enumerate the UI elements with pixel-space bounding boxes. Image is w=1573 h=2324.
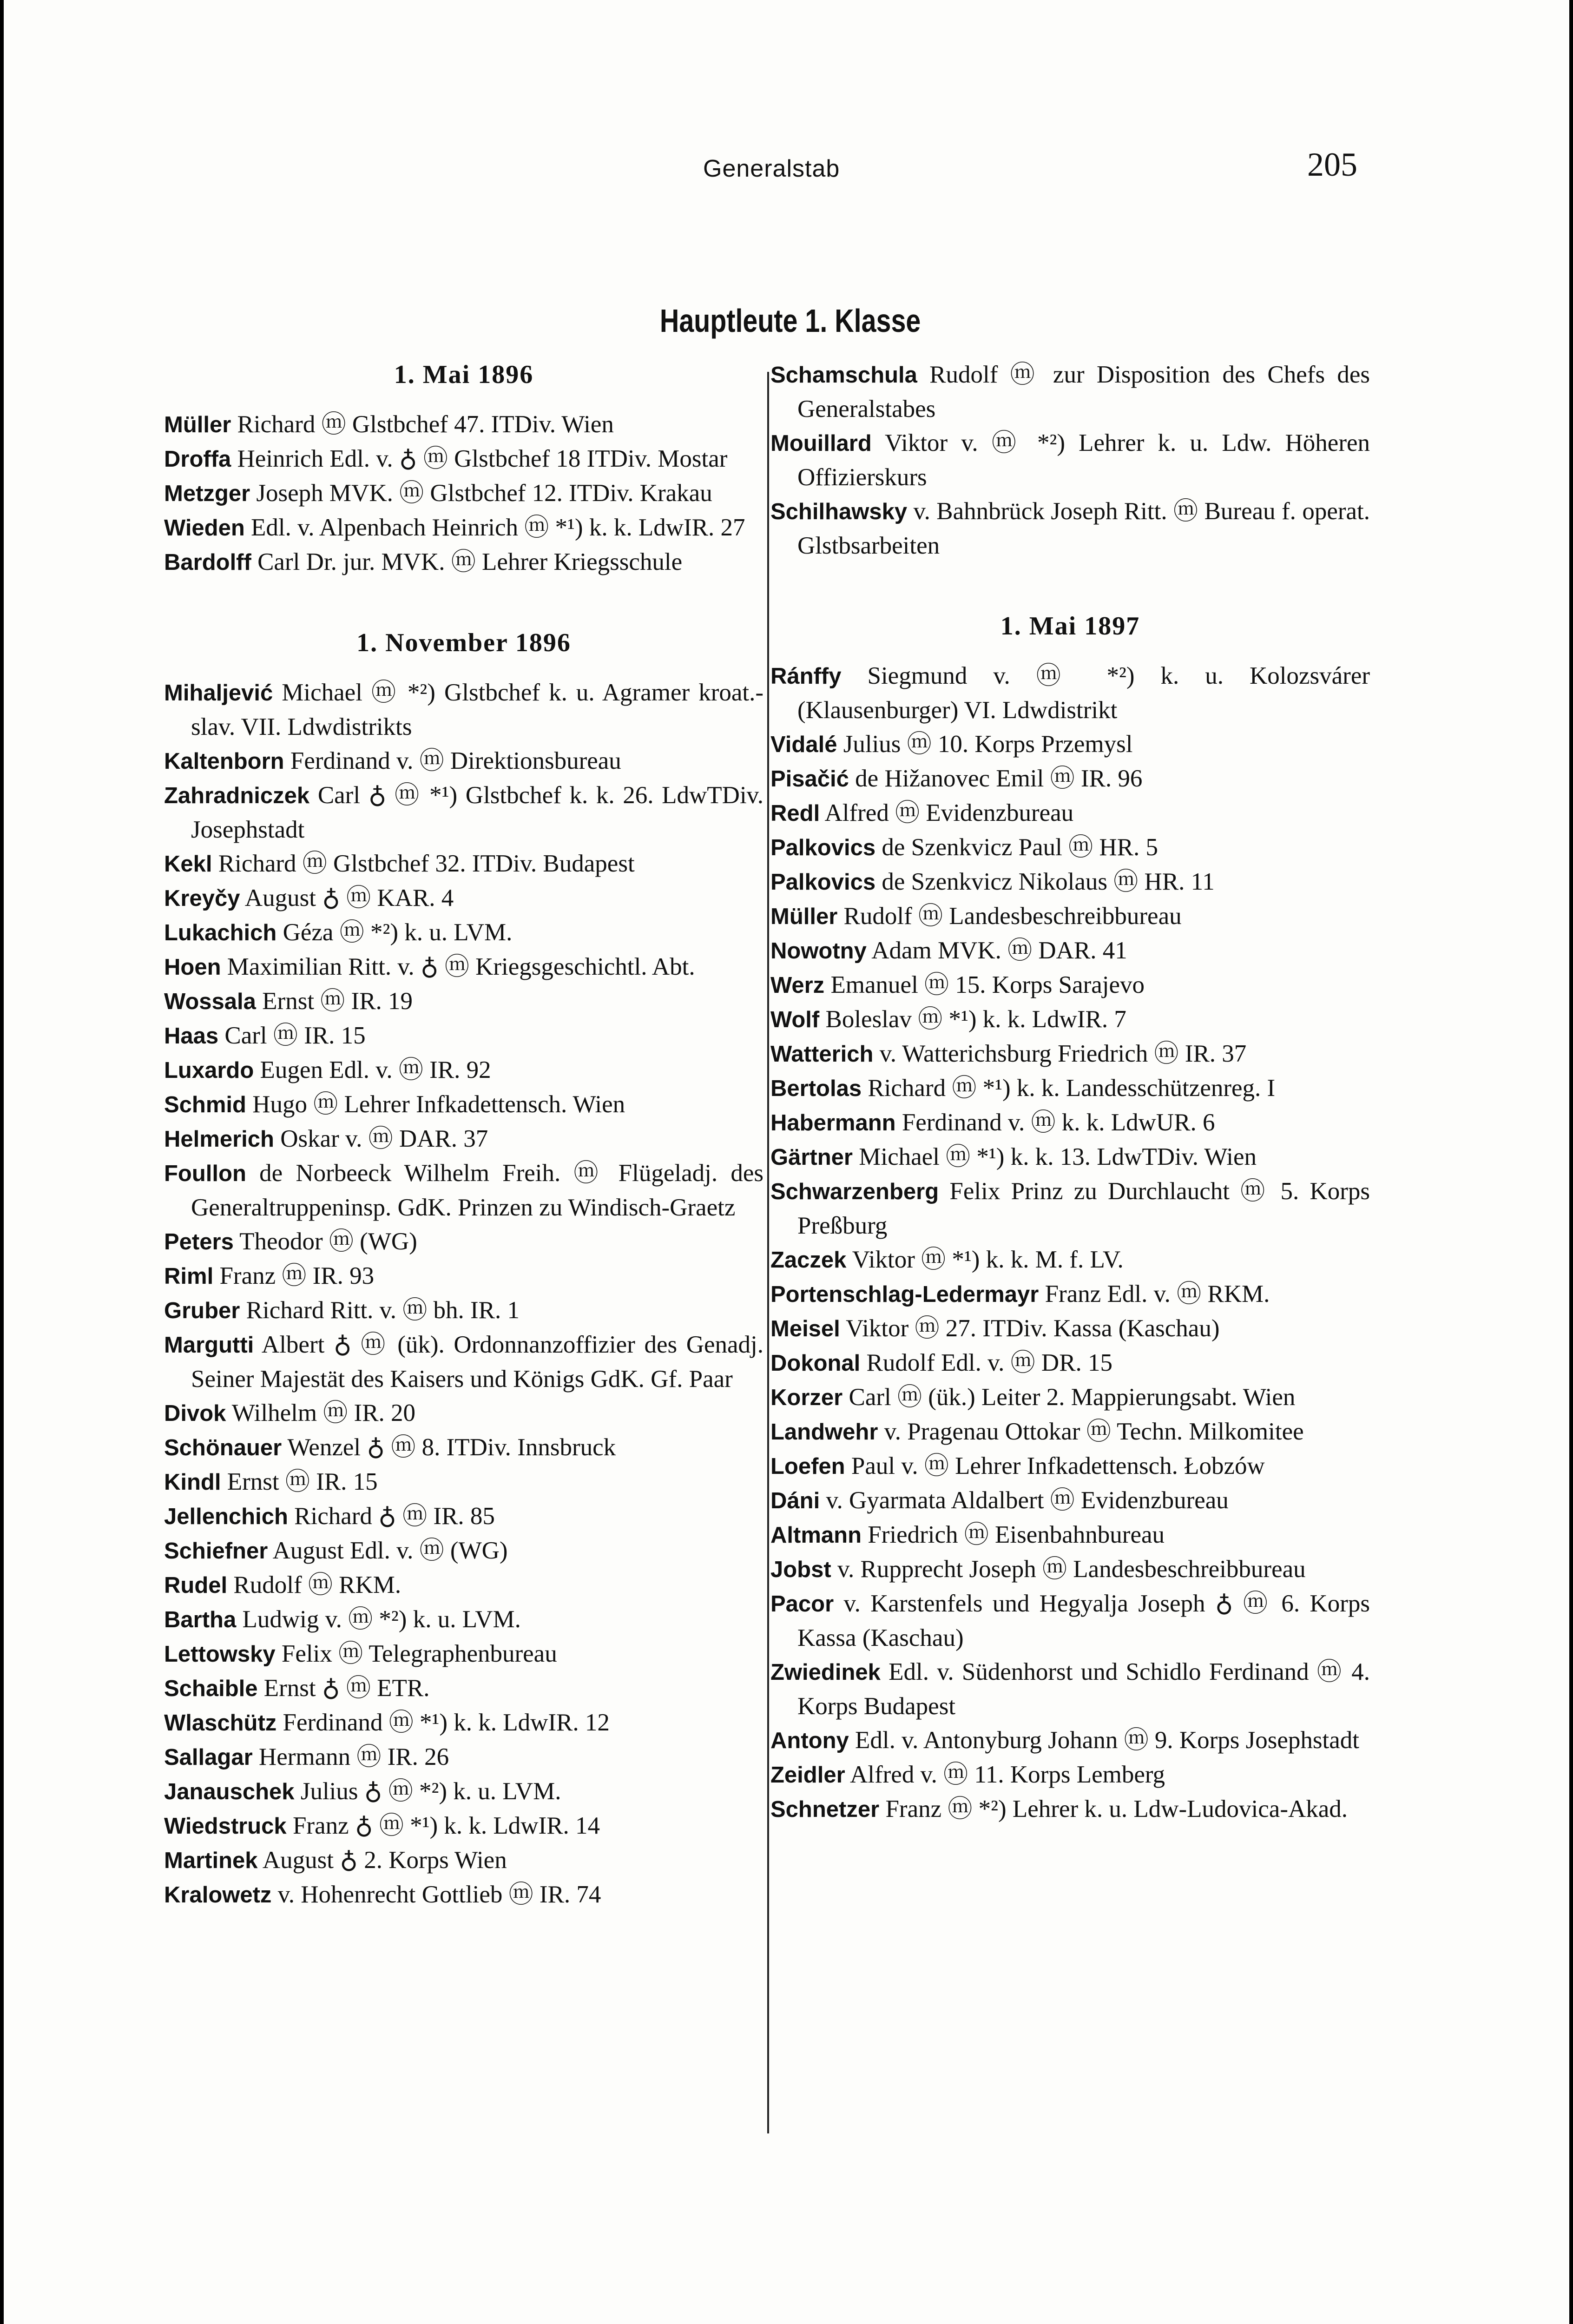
officer-details: de Szenkvicz Paul ⓜ HR. 5 xyxy=(875,834,1158,861)
roster-entry xyxy=(770,1518,1370,1552)
officer-surname: Rudel xyxy=(164,1573,228,1598)
officer-details: Ernst ♁ ⓜ ETR. xyxy=(257,1675,430,1702)
officer-surname: Riml xyxy=(164,1264,214,1289)
book-page xyxy=(4,0,1569,2324)
officer-surname: Martinek xyxy=(164,1848,258,1873)
roster-entry xyxy=(770,1277,1370,1312)
officer-surname: Wlaschütz xyxy=(164,1710,277,1736)
officer-surname: Müller xyxy=(164,412,231,437)
officer-surname: Loefen xyxy=(770,1454,845,1479)
roster-entry xyxy=(770,426,1370,495)
officer-details: v. Pragenau Ottokar ⓜ Techn. Milkomitee xyxy=(878,1418,1304,1445)
officer-surname: Schamschula xyxy=(770,363,917,388)
roster-entry xyxy=(770,899,1370,934)
officer-details: Richard ♁ ⓜ IR. 85 xyxy=(288,1503,495,1530)
roster-entry xyxy=(770,1071,1370,1106)
officer-details: Rudolf ⓜ zur Disposition des Chefs des Generalstabes xyxy=(797,361,1370,423)
roster-entry xyxy=(164,1294,763,1328)
officer-details: Wilhelm ⓜ IR. 20 xyxy=(226,1400,416,1426)
officer-details: v. Karstenfels und Hegyalja Joseph ♁ ⓜ 6. Korps Kassa (Kaschau) xyxy=(797,1590,1370,1651)
officer-details: Ludwig v. ⓜ *²) k. u. LVM. xyxy=(236,1606,521,1633)
page-header xyxy=(4,142,1573,193)
roster-entry xyxy=(164,950,763,984)
officer-surname: Jellenchich xyxy=(164,1504,288,1529)
roster-entry xyxy=(770,1312,1370,1346)
officer-details: Franz ♁ ⓜ *¹) k. k. LdwIR. 14 xyxy=(286,1812,600,1839)
officer-details: Viktor ⓜ *¹) k. k. M. f. LV. xyxy=(846,1246,1124,1273)
roster-entry xyxy=(770,865,1370,899)
officer-surname: Mouillard xyxy=(770,431,872,456)
officer-surname: Gruber xyxy=(164,1298,240,1323)
roster-entry xyxy=(770,1552,1370,1587)
officer-surname: Pisačić xyxy=(770,766,849,792)
officer-surname: Redl xyxy=(770,801,820,826)
officer-details: de Szenkvicz Nikolaus ⓜ HR. 11 xyxy=(875,868,1215,895)
officer-surname: Peters xyxy=(164,1229,234,1254)
roster-entry xyxy=(770,1003,1370,1037)
roster-entry xyxy=(164,1122,763,1156)
roster-entry xyxy=(164,779,763,847)
officer-details: Richard ⓜ *¹) k. k. Landesschützenreg. I xyxy=(862,1075,1276,1102)
officer-details: Franz ⓜ IR. 93 xyxy=(213,1262,375,1289)
roster-entry xyxy=(164,1431,763,1465)
officer-details: v. Watterichsburg Friedrich ⓜ IR. 37 xyxy=(873,1040,1247,1067)
roster-entry xyxy=(770,1655,1370,1723)
roster-entry xyxy=(770,358,1370,426)
roster-entry xyxy=(164,916,763,950)
officer-surname: Bartha xyxy=(164,1607,237,1632)
officer-details: Emanuel ⓜ 15. Korps Sarajevo xyxy=(824,971,1145,998)
roster-entry xyxy=(770,968,1370,1003)
roster-entry xyxy=(164,1740,763,1775)
right-column xyxy=(770,358,1370,1827)
officer-details: Michael ⓜ *¹) k. k. 13. LdwTDiv. Wien xyxy=(853,1143,1257,1170)
officer-details: Carl ⓜ (ük.) Leiter 2. Mappierungsabt. Wien xyxy=(842,1384,1296,1411)
officer-details: Alfred v. ⓜ 11. Korps Lemberg xyxy=(845,1761,1165,1788)
officer-surname: Meisel xyxy=(770,1316,840,1341)
roster-entry xyxy=(164,1328,763,1396)
officer-surname: Lettowsky xyxy=(164,1642,276,1667)
officer-surname: Altmann xyxy=(770,1523,862,1548)
date-heading: 1. November 1896 xyxy=(356,628,571,657)
officer-surname: Kindl xyxy=(164,1470,221,1495)
roster-entry xyxy=(164,847,763,881)
roster-entry xyxy=(164,545,763,580)
officer-surname: Schwarzenberg xyxy=(770,1179,939,1204)
officer-details: Rudolf ⓜ RKM. xyxy=(227,1571,401,1598)
roster-entry xyxy=(770,727,1370,762)
officer-surname: Landwehr xyxy=(770,1419,878,1445)
roster-entry xyxy=(770,1380,1370,1415)
roster-entry xyxy=(770,1037,1370,1071)
roster-entry xyxy=(164,1603,763,1637)
roster-entry xyxy=(770,796,1370,831)
officer-surname: Divok xyxy=(164,1401,226,1426)
officer-surname: Foullon xyxy=(164,1161,246,1186)
officer-details: Maximilian Ritt. v. ♁ ⓜ Kriegsgeschichtl. Abt. xyxy=(221,953,695,980)
officer-surname: Wiedstruck xyxy=(164,1814,287,1839)
officer-surname: Dokonal xyxy=(770,1351,861,1376)
roster-entry xyxy=(770,1346,1370,1380)
officer-details: Hugo ⓜ Lehrer Infkadettensch. Wien xyxy=(246,1091,625,1118)
officer-surname: Metzger xyxy=(164,481,250,506)
roster-entry xyxy=(770,659,1370,727)
officer-surname: Janauschek xyxy=(164,1779,295,1804)
roster-entry xyxy=(770,934,1370,968)
roster-entry xyxy=(164,1053,763,1088)
roster-entry xyxy=(770,1723,1370,1758)
officer-details: Edl. v. Antonyburg Johann ⓜ 9. Korps Josephstadt xyxy=(849,1727,1359,1754)
officer-details: Theodor ⓜ (WG) xyxy=(233,1228,417,1255)
running-head: Generalstab xyxy=(703,155,840,182)
officer-surname: Wossala xyxy=(164,989,256,1014)
officer-surname: Kekl xyxy=(164,852,212,877)
roster-entry xyxy=(164,1499,763,1534)
roster-entry xyxy=(164,1843,763,1878)
officer-details: Siegmund v. ⓜ *²) k. u. Kolozsvárer (Klausenburger) VI. Ldwdistrikt xyxy=(797,662,1370,724)
roster-entry xyxy=(770,1415,1370,1449)
officer-surname: Dáni xyxy=(770,1488,820,1513)
officer-surname: Kreyčy xyxy=(164,886,240,911)
officer-surname: Palkovics xyxy=(770,870,876,895)
officer-surname: Bardolff xyxy=(164,550,251,575)
officer-details: Paul v. ⓜ Lehrer Infkadettensch. Łobzów xyxy=(845,1452,1265,1479)
officer-details: Franz ⓜ *²) Lehrer k. u. Ldw-Ludovica-Akad. xyxy=(879,1796,1348,1822)
officer-details: Richard Ritt. v. ⓜ bh. IR. 1 xyxy=(240,1297,520,1324)
officer-surname: Werz xyxy=(770,973,825,998)
roster-entry xyxy=(770,1175,1370,1243)
roster-entry xyxy=(770,831,1370,865)
officer-details: Rudolf ⓜ Landesbeschreibbureau xyxy=(837,903,1182,930)
officer-details: Ferdinand ⓜ *¹) k. k. LdwIR. 12 xyxy=(276,1709,610,1736)
roster-entry xyxy=(770,1758,1370,1792)
officer-details: Viktor ⓜ 27. ITDiv. Kassa (Kaschau) xyxy=(840,1315,1220,1342)
officer-surname: Wolf xyxy=(770,1007,820,1032)
officer-surname: Zwiedinek xyxy=(770,1660,881,1685)
officer-details: August ♁ 2. Korps Wien xyxy=(257,1847,507,1874)
officer-details: Edl. v. Alpenbach Heinrich ⓜ *¹) k. k. LdwIR. 27 xyxy=(244,514,745,541)
roster-entry xyxy=(770,1243,1370,1277)
officer-details: Géza ⓜ *²) k. u. LVM. xyxy=(276,919,513,946)
officer-surname: Margutti xyxy=(164,1333,254,1358)
officer-details: Michael ⓜ *²) Glstbchef k. u. Agramer kroat.-slav. VII. Ldwdistrikts xyxy=(191,679,763,740)
officer-details: de Hižanovec Emil ⓜ IR. 96 xyxy=(849,765,1143,792)
officer-surname: Habermann xyxy=(770,1110,896,1136)
roster-entry xyxy=(164,1396,763,1431)
section-title: Hauptleute 1. Klasse xyxy=(659,303,921,339)
left-column xyxy=(164,358,763,1912)
officer-details: Boleslav ⓜ *¹) k. k. LdwIR. 7 xyxy=(819,1006,1126,1033)
officer-details: Richard ⓜ Glstbchef 32. ITDiv. Budapest xyxy=(212,850,635,877)
officer-surname: Watterich xyxy=(770,1042,874,1067)
officer-surname: Helmerich xyxy=(164,1127,274,1152)
officer-details: Ernst ⓜ IR. 19 xyxy=(256,988,413,1015)
officer-surname: Schiefner xyxy=(164,1538,268,1564)
roster-entry xyxy=(770,1106,1370,1140)
roster-entry xyxy=(770,1484,1370,1518)
officer-details: Adam MVK. ⓜ DAR. 41 xyxy=(866,937,1127,964)
roster-entry xyxy=(164,1225,763,1259)
roster-entry xyxy=(164,1809,763,1843)
officer-details: Hermann ⓜ IR. 26 xyxy=(252,1743,449,1770)
officer-surname: Nowotny xyxy=(770,938,867,964)
officer-surname: Kralowetz xyxy=(164,1882,272,1908)
officer-details: v. Bahnbrück Joseph Ritt. ⓜ Bureau f. operat. Glstbsarbeiten xyxy=(797,498,1370,559)
officer-details: v. Rupprecht Joseph ⓜ Landesbeschreibbureau xyxy=(831,1556,1306,1583)
officer-surname: Portenschlag-Ledermayr xyxy=(770,1282,1039,1307)
officer-details: Wenzel ♁ ⓜ 8. ITDiv. Innsbruck xyxy=(282,1434,616,1461)
officer-details: Eugen Edl. v. ⓜ IR. 92 xyxy=(254,1056,491,1083)
roster-entry xyxy=(164,881,763,916)
officer-surname: Hoen xyxy=(164,955,221,980)
officer-surname: Haas xyxy=(164,1023,219,1049)
roster-entry xyxy=(164,984,763,1019)
officer-surname: Antony xyxy=(770,1728,849,1753)
officer-surname: Sallagar xyxy=(164,1745,253,1770)
roster-entry xyxy=(164,1706,763,1740)
officer-surname: Kaltenborn xyxy=(164,749,284,774)
officer-surname: Mihaljević xyxy=(164,680,273,706)
roster-entry xyxy=(164,1088,763,1122)
roster-entry xyxy=(164,1775,763,1809)
officer-details: Felix ⓜ Telegraphenbureau xyxy=(275,1640,557,1667)
officer-details: Viktor v. ⓜ *²) Lehrer k. u. Ldw. Höheren Offizierskurs xyxy=(797,429,1370,491)
officer-details: Edl. v. Südenhorst und Schidlo Ferdinand ⓜ 4. Korps Budapest xyxy=(797,1658,1370,1720)
officer-details: Ernst ⓜ IR. 15 xyxy=(221,1468,378,1495)
roster-entry xyxy=(770,1587,1370,1655)
officer-details: Julius ⓜ 10. Korps Przemysl xyxy=(837,731,1133,758)
officer-details: Carl ⓜ IR. 15 xyxy=(218,1022,366,1049)
officer-details: Carl ♁ ⓜ *¹) Glstbchef k. k. 26. LdwTDiv. Josephstadt xyxy=(191,782,763,843)
officer-surname: Vidalé xyxy=(770,732,837,757)
roster-entry xyxy=(164,1259,763,1294)
officer-details: Albert ♁ ⓜ (ük). Ordonnanzoffizier des Genadj. Seiner Majestät des Kaisers und Königs GdK. Gf. Paar xyxy=(191,1331,763,1393)
officer-details: Oskar v. ⓜ DAR. 37 xyxy=(274,1125,488,1152)
officer-details: Franz Edl. v. ⓜ RKM. xyxy=(1039,1281,1270,1307)
officer-details: v. Hohenrecht Gottlieb ⓜ IR. 74 xyxy=(271,1881,601,1908)
officer-surname: Pacor xyxy=(770,1591,834,1617)
officer-surname: Schaible xyxy=(164,1676,258,1701)
officer-surname: Ránffy xyxy=(770,664,842,689)
roster-entry xyxy=(164,1534,763,1568)
roster-entry xyxy=(164,1568,763,1603)
column-divider xyxy=(767,372,769,2133)
roster-entry xyxy=(770,495,1370,563)
roster-entry xyxy=(164,1878,763,1912)
officer-details: v. Gyarmata Aldalbert ⓜ Evidenzbureau xyxy=(820,1487,1229,1514)
officer-surname: Bertolas xyxy=(770,1076,862,1101)
officer-surname: Zeidler xyxy=(770,1763,845,1788)
officer-surname: Schmid xyxy=(164,1092,246,1117)
page-number: 205 xyxy=(1307,146,1357,183)
officer-surname: Zahradniczek xyxy=(164,783,310,808)
officer-surname: Palkovics xyxy=(770,835,876,860)
officer-details: Ferdinand v. ⓜ k. k. LdwUR. 6 xyxy=(895,1109,1215,1136)
roster-entry xyxy=(770,762,1370,796)
roster-entry xyxy=(164,676,763,744)
officer-surname: Schnetzer xyxy=(770,1797,880,1822)
officer-details: August Edl. v. ⓜ (WG) xyxy=(268,1537,508,1564)
officer-details: Julius ♁ ⓜ *²) k. u. LVM. xyxy=(294,1778,561,1805)
officer-details: Heinrich Edl. v. ♁ ⓜ Glstbchef 18 ITDiv. Mostar xyxy=(231,445,728,472)
date-heading: 1. Mai 1897 xyxy=(1000,612,1140,640)
officer-details: Alfred ⓜ Evidenzbureau xyxy=(820,799,1074,826)
officer-details: Richard ⓜ Glstbchef 47. ITDiv. Wien xyxy=(231,411,614,438)
officer-surname: Droffa xyxy=(164,447,231,472)
officer-details: Ferdinand v. ⓜ Direktionsbureau xyxy=(284,747,621,774)
roster-entry xyxy=(164,1671,763,1706)
officer-details: Friedrich ⓜ Eisenbahnbureau xyxy=(862,1521,1165,1548)
roster-entry xyxy=(164,476,763,511)
officer-surname: Jobst xyxy=(770,1557,831,1582)
date-heading: 1. Mai 1896 xyxy=(394,360,534,389)
officer-surname: Gärtner xyxy=(770,1145,853,1170)
roster-entry xyxy=(164,1156,763,1225)
officer-details: de Norbeeck Wilhelm Freih. ⓜ Flügeladj. des Generaltruppeninsp. GdK. Prinzen zu Windisch-Graetz xyxy=(191,1160,763,1221)
officer-surname: Luxardo xyxy=(164,1058,254,1083)
officer-details: Carl Dr. jur. MVK. ⓜ Lehrer Kriegsschule xyxy=(251,548,683,575)
roster-entry xyxy=(770,1140,1370,1175)
officer-surname: Zaczek xyxy=(770,1248,847,1273)
roster-entry xyxy=(164,442,763,476)
officer-surname: Müller xyxy=(770,904,838,929)
roster-entry xyxy=(164,1019,763,1053)
roster-entry xyxy=(164,408,763,442)
roster-entry xyxy=(770,1449,1370,1484)
roster-entry xyxy=(770,1792,1370,1827)
officer-details: August ♁ ⓜ KAR. 4 xyxy=(240,885,454,911)
officer-details: Joseph MVK. ⓜ Glstbchef 12. ITDiv. Krakau xyxy=(250,480,712,507)
officer-surname: Schilhawsky xyxy=(770,499,908,524)
officer-surname: Lukachich xyxy=(164,920,277,945)
officer-surname: Korzer xyxy=(770,1385,843,1410)
roster-entry xyxy=(164,1637,763,1671)
officer-surname: Schönauer xyxy=(164,1435,282,1460)
officer-details: Felix Prinz zu Durchlaucht ⓜ 5. Korps Preßburg xyxy=(797,1178,1370,1239)
roster-entry xyxy=(164,511,763,545)
officer-surname: Wieden xyxy=(164,515,245,541)
officer-details: Rudolf Edl. v. ⓜ DR. 15 xyxy=(860,1349,1113,1376)
roster-entry xyxy=(164,744,763,779)
roster-entry xyxy=(164,1465,763,1499)
